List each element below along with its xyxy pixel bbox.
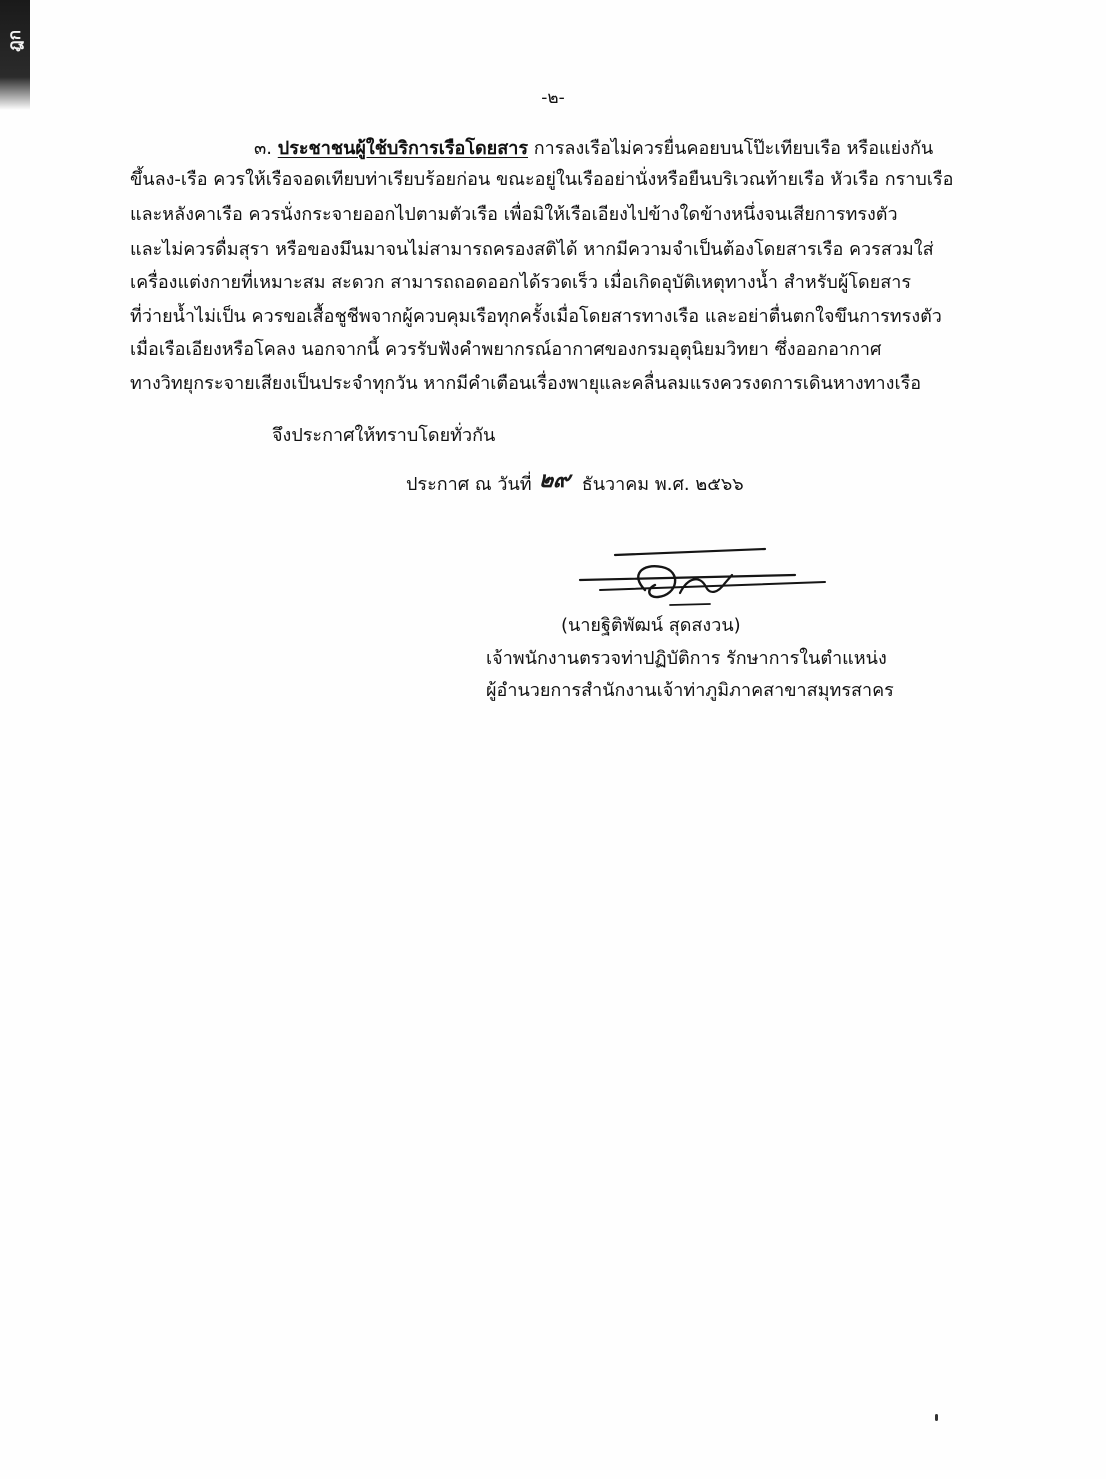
- paragraph-line-2: ขึ้นลง-เรือ ควรให้เรือจอดเทียบท่าเรียบร้อยก่อน ขณะอยู่ในเรืออย่านั่งหรือยืนบริเวณท้ายเรือ หัวเรือ กราบเรือ: [130, 169, 954, 190]
- section-number: ๓.: [254, 138, 273, 159]
- date-prefix: ประกาศ ณ วันที่: [406, 474, 532, 495]
- closing-statement: จึงประกาศให้ทราบโดยทั่วกัน: [272, 425, 496, 446]
- paragraph-text: การลงเรือไม่ควรยื่นคอยบนโป๊ะเทียบเรือ หรือแย่งกัน: [533, 138, 934, 159]
- section-heading: ประชาชนผู้ใช้บริการเรือโดยสาร: [277, 138, 528, 159]
- date-month: ธันวาคม: [581, 474, 650, 495]
- paragraph-line-1: [254, 133, 933, 164]
- paragraph-line-4: และไม่ควรดื่มสุรา หรือของมึนมาจนไม่สามารถครองสติได้ หากมีความจำเป็นต้องโดยสารเรือ ควรสวมใส่: [130, 239, 934, 260]
- paragraph-line-3: และหลังคาเรือ ควรนั่งกระจายออกไปตามตัวเรือ เพื่อมิให้เรือเอียงไปข้างใดข้างหนึ่งจนเสียการทรงตัว: [130, 204, 898, 225]
- page-number: -๒-: [541, 88, 565, 108]
- paragraph-line-5: เครื่องแต่งกายที่เหมาะสม สะดวก สามารถถอดออกได้รวดเร็ว เมื่อเกิดอุบัติเหตุทางน้ำ สำหรับผู้โดยสาร: [130, 272, 912, 293]
- edge-label: ฎก: [5, 30, 25, 52]
- paragraph-line-7: เมื่อเรือเอียงหรือโคลง นอกจากนี้ ควรรับฟังคำพยากรณ์อากาศของกรมอุตุนิยมวิทยา ซึ่งออกอากาศ: [130, 339, 882, 360]
- paragraph-line-6: ที่ว่ายน้ำไม่เป็น ควรขอเสื้อชูชีพจากผู้ควบคุมเรือทุกครั้งเมื่อโดยสารทางเรือ และอย่าตื่นตกใจขึนการทรงตัว: [130, 306, 942, 327]
- signatory-title-line-1: เจ้าพนักงานตรวจท่าปฏิบัติการ รักษาการในตำแหน่ง: [486, 648, 887, 669]
- date-day-handwritten: ๒๙: [537, 468, 572, 493]
- signatory-name: (นายฐิติพัฒน์ สุดสงวน): [561, 615, 741, 636]
- date-year: ๒๕๖๖: [695, 474, 744, 495]
- date-era: พ.ศ.: [654, 474, 690, 495]
- paragraph-line-8: ทางวิทยุกระจายเสียงเป็นประจำทุกวัน หากมีคำเตือนเรื่องพายุและคลื่นลมแรงควรงดการเดินหางทางเรือ: [130, 373, 922, 394]
- signatory-title-line-2: ผู้อำนวยการสำนักงานเจ้าท่าภูมิภาคสาขาสมุทรสาคร: [486, 680, 894, 701]
- scan-speck: [935, 1414, 938, 1421]
- announcement-date: [406, 465, 744, 500]
